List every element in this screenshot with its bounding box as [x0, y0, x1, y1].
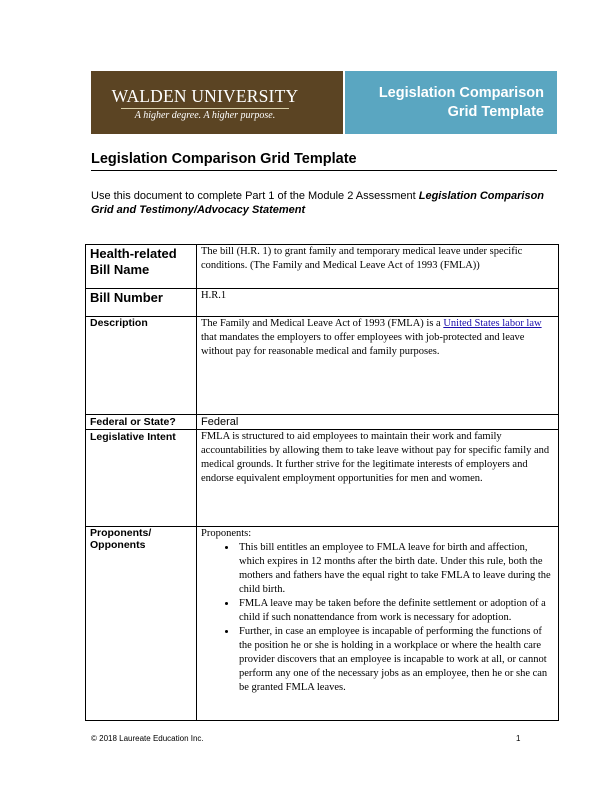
row-legislative-intent [86, 430, 559, 527]
proponents-label: Proponents/ Opponents [86, 527, 197, 721]
header-banner [91, 71, 557, 134]
logo-tagline: A higher degree. A higher purpose. [134, 110, 276, 121]
list-item: • Further, in case an employee is incapable of performing the functions of the position he or she is holding in a workplace or where the health care provider discovers that an employee is incapable to work at all, or cannot perform any one of the necessary jobs as an employee, then he or she can be granted FMLA leaves. [237, 625, 554, 695]
walden-logo-panel [91, 71, 343, 134]
list-item: • This bill entitles an employee to FMLA leave for birth and affection, which expires in 12 months after the birth date. Under this rule, both the mothers and fathers have the equal right to take FMLA to leave during the child birth. [237, 541, 554, 597]
footer-copyright: © 2018 Laureate Education Inc. [91, 734, 204, 743]
legislative-intent-value: FMLA is structured to aid employees to maintain their work and family accountabilities by allowing them to take leave without pay for specific family and medical grounds. It further strive for the legitimate interests of employers and endorse equivalent employment opportunities for men and women. [197, 430, 559, 527]
federal-state-value: Federal [197, 415, 559, 430]
proponents-heading: Proponents: [201, 528, 252, 539]
row-proponents [86, 527, 559, 721]
description-value [197, 317, 559, 415]
banner-title [345, 71, 557, 134]
row-bill-name [86, 245, 559, 289]
row-federal-state [86, 415, 559, 430]
proponents-list [201, 541, 554, 695]
federal-state-label: Federal or State? [86, 415, 197, 430]
banner-title-line2: Grid Template [447, 104, 544, 120]
page-title: Legislation Comparison Grid Template [91, 151, 357, 167]
footer-page-number: 1 [516, 734, 521, 743]
bill-name-value: The bill (H.R. 1) to grant family and temporary medical leave under specific conditions. (The Family and Medical Leave Act of 1993 (FMLA)) [197, 245, 559, 289]
list-item: • FMLA leave may be taken before the definite settlement or adoption of a child if such nonattendance from work is necessary for adoption. [237, 597, 554, 625]
intro-paragraph [91, 189, 551, 217]
title-underline [91, 170, 557, 171]
intro-text: Use this document to complete Part 1 of the Module 2 Assessment [91, 190, 419, 202]
bill-number-value: H.R.1 [197, 289, 559, 317]
logo-name: WALDEN UNIVERSITY [111, 86, 299, 106]
row-description [86, 317, 559, 415]
bill-name-label: Health-related Bill Name [86, 245, 197, 289]
description-text-after: that mandates the employers to offer employees with job-protected and leave without pay for reasonable medical and family purposes. [201, 332, 525, 357]
logo-divider [121, 108, 289, 109]
banner-title-line1: Legislation Comparison [378, 85, 544, 101]
description-label: Description [86, 317, 197, 415]
intro-emphasis: Legislation Comparison Grid and Testimony/Advocacy Statement [91, 190, 545, 216]
row-bill-number [86, 289, 559, 317]
united-states-labor-law-link[interactable]: United States labor law [443, 318, 542, 329]
legislative-intent-label: Legislative Intent [86, 430, 197, 527]
comparison-grid [85, 244, 559, 721]
bill-number-label: Bill Number [86, 289, 197, 317]
description-text-before: The Family and Medical Leave Act of 1993 (FMLA) is a [201, 318, 444, 329]
proponents-value [197, 527, 559, 721]
